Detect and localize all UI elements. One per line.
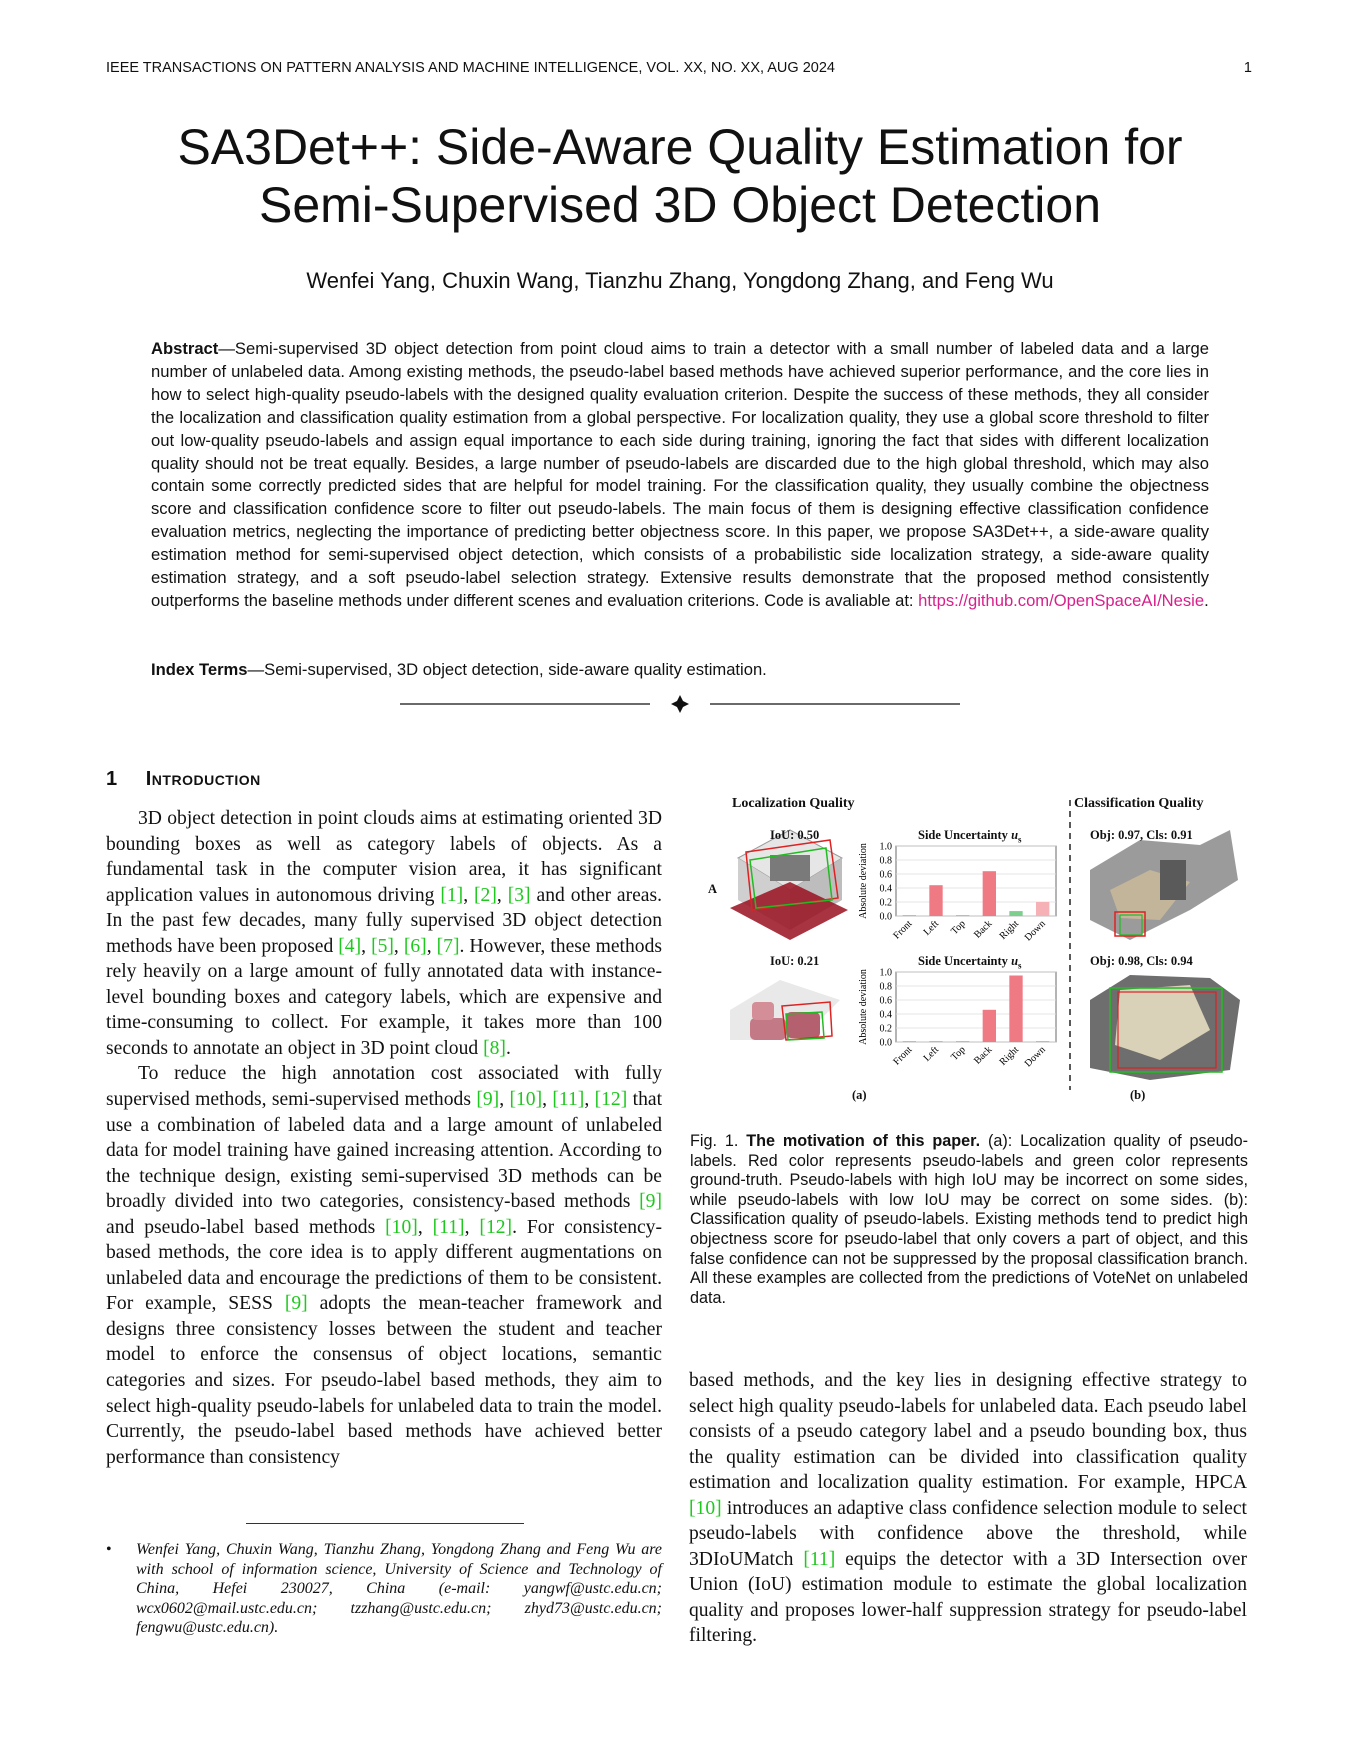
section-title: Introduction bbox=[145, 768, 261, 790]
y-axis-label: Absolute deviation bbox=[858, 843, 869, 919]
section-divider bbox=[400, 694, 960, 714]
citation-link[interactable]: [4] bbox=[338, 935, 362, 957]
chart-title-top bbox=[918, 828, 1022, 845]
citation-link[interactable]: [1] bbox=[440, 884, 464, 906]
citation-link[interactable]: [2] bbox=[474, 884, 497, 906]
text-run: , bbox=[464, 1216, 480, 1238]
intro-paragraph-1 bbox=[106, 806, 662, 1061]
text-run: introduces an adaptive class confidence selection module to select pseudo-labels with confidence above the threshold, while 3DIoUMatch bbox=[689, 1497, 1247, 1570]
text-run: , bbox=[361, 935, 372, 957]
text-run: , bbox=[499, 1089, 510, 1111]
text-run: , bbox=[426, 935, 437, 957]
y-tick-label: 0.6 bbox=[879, 995, 892, 1007]
bar bbox=[1009, 911, 1022, 916]
x-tick-label: Right bbox=[997, 918, 1022, 942]
text-run: 3D object detection in point clouds aims at estimating oriented 3D bounding boxes as well as category labels of objects. As a fundamental task in the computer vision area, it has significant application values in autonomous driving bbox=[106, 808, 662, 906]
left-column bbox=[106, 806, 662, 1470]
caption-prefix: Fig. 1. bbox=[690, 1132, 747, 1150]
citation-link[interactable]: [9] bbox=[639, 1191, 662, 1213]
localization-quality-title: Localization Quality bbox=[732, 796, 855, 811]
y-axis-label: Absolute deviation bbox=[858, 969, 869, 1045]
journal-name: IEEE TRANSACTIONS ON PATTERN ANALYSIS AND MACHINE INTELLIGENCE, VOL. XX, NO. XX, AUG 2024 bbox=[106, 60, 835, 76]
scene-image-top-left bbox=[730, 830, 848, 940]
footnote-bullet: • bbox=[106, 1541, 112, 1558]
text-run: , bbox=[393, 935, 404, 957]
caption-bold: The motivation of this paper. bbox=[746, 1132, 981, 1150]
citation-link[interactable]: [8] bbox=[483, 1037, 506, 1059]
text-run: . For consistency-based methods, the core idea is to apply different augmentations on unlabeled data and encourage the predictions of them to be consistent. For example, SESS bbox=[106, 1216, 663, 1315]
y-tick-label: 1.0 bbox=[879, 967, 892, 979]
chart-title-bottom bbox=[918, 954, 1022, 971]
bar bbox=[956, 915, 969, 916]
text-run: and other areas. In the past few decades, many fully supervised 3D object detection methods have been proposed bbox=[106, 884, 663, 957]
bar bbox=[1009, 976, 1022, 1043]
chart-title-var: u bbox=[1011, 828, 1019, 842]
index-terms-text: —Semi-supervised, 3D object detection, side-aware quality estimation. bbox=[247, 660, 767, 679]
abstract-text: —Semi-supervised 3D object detection from point cloud aims to train a detector with a small number of labeled data and a large number of unlabeled data. Among existing methods, the pseudo-label based methods have achieved superior performance, and the core lies in how to select high-quality pseudo-labels with the designed quality evaluation criterion. Despite the success of these methods, they all consider the localization and classification quality estimation from a global perspective. For localization quality, they use a global score threshold to filter out low-quality pseudo-labels and assign equal importance to each side during training, ignoring the fact that sides with different localization quality should not be treat equally. Besides, a large number of pseudo-labels are discarded due to the high global threshold, which may also contain some correctly predicted sides that are helpful for model training. For the classification quality, they usually combine the objectness score and classification confidence score to filter out pseudo-labels. The main focus of them is designing effective classification confidence evaluation metrics, neglecting the importance of predicting better objectness score. In this paper, we propose SA3Det++, a side-aware quality estimation method for semi-supervised object detection, which consists of a probabilistic side localization strategy, a side-aware quality estimation strategy, and a soft pseudo-label selection strategy. Extensive results demonstrate that the proposed method consistently outperforms the baseline methods under different scenes and evaluation criterions. Code is avaliable at: bbox=[151, 339, 1209, 610]
point-cloud-bottom-right bbox=[1090, 975, 1240, 1080]
citation-link[interactable]: [11] bbox=[552, 1089, 585, 1111]
bar bbox=[929, 1041, 942, 1042]
figure-1 bbox=[690, 796, 1250, 1120]
iou-label-top: IoU: 0.50 bbox=[770, 828, 820, 842]
index-terms bbox=[151, 660, 1209, 680]
title-line-2: Semi-Supervised 3D Object Detection bbox=[258, 177, 1102, 233]
right-column bbox=[689, 1368, 1247, 1649]
y-tick-label: 0.2 bbox=[879, 1023, 892, 1035]
abstract-label: Abstract bbox=[151, 339, 219, 358]
footnote-text: Wenfei Yang, Chuxin Wang, Tianzhu Zhang, Yongdong Zhang and Feng Wu are with school of information science, University of Science and Technology of China, Hefei 230027, China (e-mail: yangwf@ustc.edu.cn; wcx0602@mail.ustc.edu.cn; tzzhang@ustc.edu.cn; zhyd73@ustc.edu.cn; fengwu@ustc.edu.cn). bbox=[136, 1541, 662, 1637]
bar bbox=[903, 1041, 916, 1042]
chart-title-text: Side Uncertainty bbox=[918, 828, 1008, 842]
chart-title-sub: s bbox=[1018, 960, 1022, 971]
x-tick-label: Right bbox=[997, 1044, 1022, 1068]
citation-link[interactable]: [9] bbox=[284, 1293, 308, 1315]
bar bbox=[983, 871, 996, 916]
row-label-a: A bbox=[708, 882, 718, 896]
y-tick-label: 0.0 bbox=[879, 1037, 892, 1049]
obj-cls-label-top: Obj: 0.97, Cls: 0.91 bbox=[1090, 828, 1193, 842]
y-tick-label: 0.4 bbox=[879, 1009, 892, 1021]
chart-title-text: Side Uncertainty bbox=[918, 954, 1008, 968]
y-tick-label: 0.2 bbox=[879, 897, 892, 909]
citation-link[interactable]: [10] bbox=[689, 1497, 722, 1519]
text-run: that use a combination of labeled data and a large amount of unlabeled data for model training have gained increasing attention. According to the technique design, existing semi-supervised 3D methods can be broadly divided into two categories, consistency-based methods bbox=[106, 1089, 663, 1213]
bar bbox=[1036, 902, 1049, 916]
section-heading bbox=[106, 768, 261, 791]
citation-link[interactable]: [11] bbox=[432, 1216, 465, 1238]
index-terms-label: Index Terms bbox=[151, 660, 248, 679]
x-tick-label: Front bbox=[891, 1044, 915, 1068]
citation-link[interactable]: [6] bbox=[403, 935, 427, 957]
text-run: , bbox=[584, 1089, 595, 1111]
x-tick-label: Left bbox=[921, 918, 942, 938]
y-tick-label: 0.6 bbox=[879, 869, 892, 881]
chart-title-var: u bbox=[1011, 954, 1019, 968]
x-tick-label: Left bbox=[921, 1044, 942, 1064]
paper-title bbox=[100, 118, 1260, 234]
citation-link[interactable]: [11] bbox=[803, 1548, 836, 1570]
y-tick-label: 0.8 bbox=[879, 981, 892, 993]
text-run: based methods, and the key lies in designing effective strategy to select high quality pseudo-labels for unlabeled data. Each pseudo label consists of a pseudo category label and a pseudo bounding box, thus the quality estimation can be divided into classification quality estimation and localization quality estimation. For example, HPCA bbox=[689, 1370, 1247, 1494]
figure-caption bbox=[690, 1132, 1248, 1308]
abstract bbox=[151, 338, 1209, 613]
point-cloud-top-right bbox=[1090, 830, 1238, 940]
obj-cls-label-bottom: Obj: 0.98, Cls: 0.94 bbox=[1090, 954, 1193, 968]
intro-paragraph-3 bbox=[689, 1368, 1247, 1649]
page-number: 1 bbox=[1243, 60, 1252, 76]
y-tick-label: 1.0 bbox=[879, 841, 892, 853]
y-tick-label: 0.0 bbox=[879, 911, 892, 923]
text-run: . However, these methods rely heavily on a large amount of fully annotated data with instance-level bounding boxes and category labels, which are expensive and time-consuming to collect. For example, it takes more than 100 seconds to annotate an object in 3D point cloud bbox=[106, 935, 663, 1059]
iou-label-bottom: IoU: 0.21 bbox=[770, 954, 820, 968]
bar bbox=[903, 915, 916, 916]
x-tick-label: Back bbox=[972, 918, 995, 941]
plot-frame bbox=[896, 972, 1056, 1042]
citation-link[interactable]: [9] bbox=[476, 1089, 500, 1111]
running-header bbox=[106, 60, 1252, 76]
text-run: , bbox=[542, 1089, 553, 1111]
author-list: Wenfei Yang, Chuxin Wang, Tianzhu Zhang, Yongdong Zhang, and Feng Wu bbox=[306, 268, 1054, 293]
abstract-end: . bbox=[1204, 590, 1209, 610]
citation-link[interactable]: [7] bbox=[436, 935, 460, 957]
x-tick-label: Top bbox=[949, 918, 968, 938]
side-uncertainty-chart-top bbox=[858, 842, 1056, 944]
citation-link[interactable]: [10] bbox=[509, 1089, 543, 1111]
text-run: equips the detector with a 3D Intersection over Union (IoU) estimation module to estimate the global localization quality and proposes lower-half suppression strategy for pseudo-label filtering. bbox=[689, 1548, 1247, 1647]
y-tick-label: 0.4 bbox=[879, 883, 892, 895]
diamond-icon bbox=[671, 695, 689, 713]
x-tick-label: Top bbox=[949, 1044, 968, 1064]
caption-text: (a): Localization quality of pseudo-labels. Red color represents pseudo-labels and green color represents ground-truth. Pseudo-labels with high IoU may be incorrect on some sides, while pseudo-labels with low IoU may be correct on some sides. (b): Classification quality of pseudo-labels. Existing methods tend to predict high objectness score for pseudo-label that only covers a part of object, and this false confidence can not be suppressed by the proposal classification branch. All these examples are collected from the predictions of VoteNet on unlabeled data. bbox=[690, 1132, 1248, 1307]
citation-link[interactable]: [5] bbox=[371, 935, 394, 957]
chart-title-sub: s bbox=[1018, 834, 1022, 845]
subfigure-label-b: (b) bbox=[1130, 1088, 1146, 1102]
scene-image-bottom-left bbox=[730, 980, 840, 1040]
citation-link[interactable]: [10] bbox=[385, 1216, 418, 1238]
citation-link[interactable]: [12] bbox=[479, 1216, 513, 1238]
y-tick-label: 0.8 bbox=[879, 855, 892, 867]
x-tick-label: Back bbox=[972, 1044, 995, 1067]
text-run: , bbox=[463, 884, 475, 906]
text-run: . bbox=[505, 1037, 511, 1059]
text-run: adopts the mean-teacher framework and designs three consistency losses between the student and teacher model to enforce the consensus of object locations, semantic categories and sizes. For pseudo-label based methods, they aim to select high-quality pseudo-labels for unlabeled data to train the model. Currently, the pseudo-label based methods have achieved better performance than consistency bbox=[106, 1293, 662, 1468]
bar bbox=[929, 885, 942, 916]
intro-paragraph-2 bbox=[106, 1061, 662, 1470]
text-run: , bbox=[496, 884, 508, 906]
x-tick-label: Down bbox=[1022, 1044, 1048, 1070]
text-run: and pseudo-label based methods bbox=[106, 1216, 386, 1238]
title-line-1: SA3Det++: Side-Aware Quality Estimation for bbox=[177, 119, 1183, 175]
text-run: , bbox=[417, 1216, 433, 1238]
bar bbox=[983, 1010, 996, 1042]
x-tick-label: Down bbox=[1022, 918, 1048, 944]
citation-link[interactable]: [12] bbox=[594, 1089, 628, 1111]
citation-link[interactable]: [3] bbox=[507, 884, 531, 906]
side-uncertainty-chart-bottom bbox=[858, 968, 1056, 1070]
affiliation-footnote bbox=[106, 1540, 662, 1638]
bar bbox=[1036, 1041, 1049, 1042]
code-link[interactable]: https://github.com/OpenSpaceAI/Nesie bbox=[918, 590, 1205, 610]
plot-frame bbox=[896, 846, 1056, 916]
bar bbox=[956, 1041, 969, 1042]
text-run: To reduce the high annotation cost associated with fully supervised methods, semi-supervised methods bbox=[106, 1063, 662, 1111]
subfigure-label-a: (a) bbox=[852, 1088, 867, 1102]
x-tick-label: Front bbox=[891, 918, 915, 942]
footnote-rule bbox=[246, 1523, 524, 1524]
classification-quality-title: Classification Quality bbox=[1074, 796, 1204, 811]
section-number: 1 bbox=[106, 768, 118, 790]
